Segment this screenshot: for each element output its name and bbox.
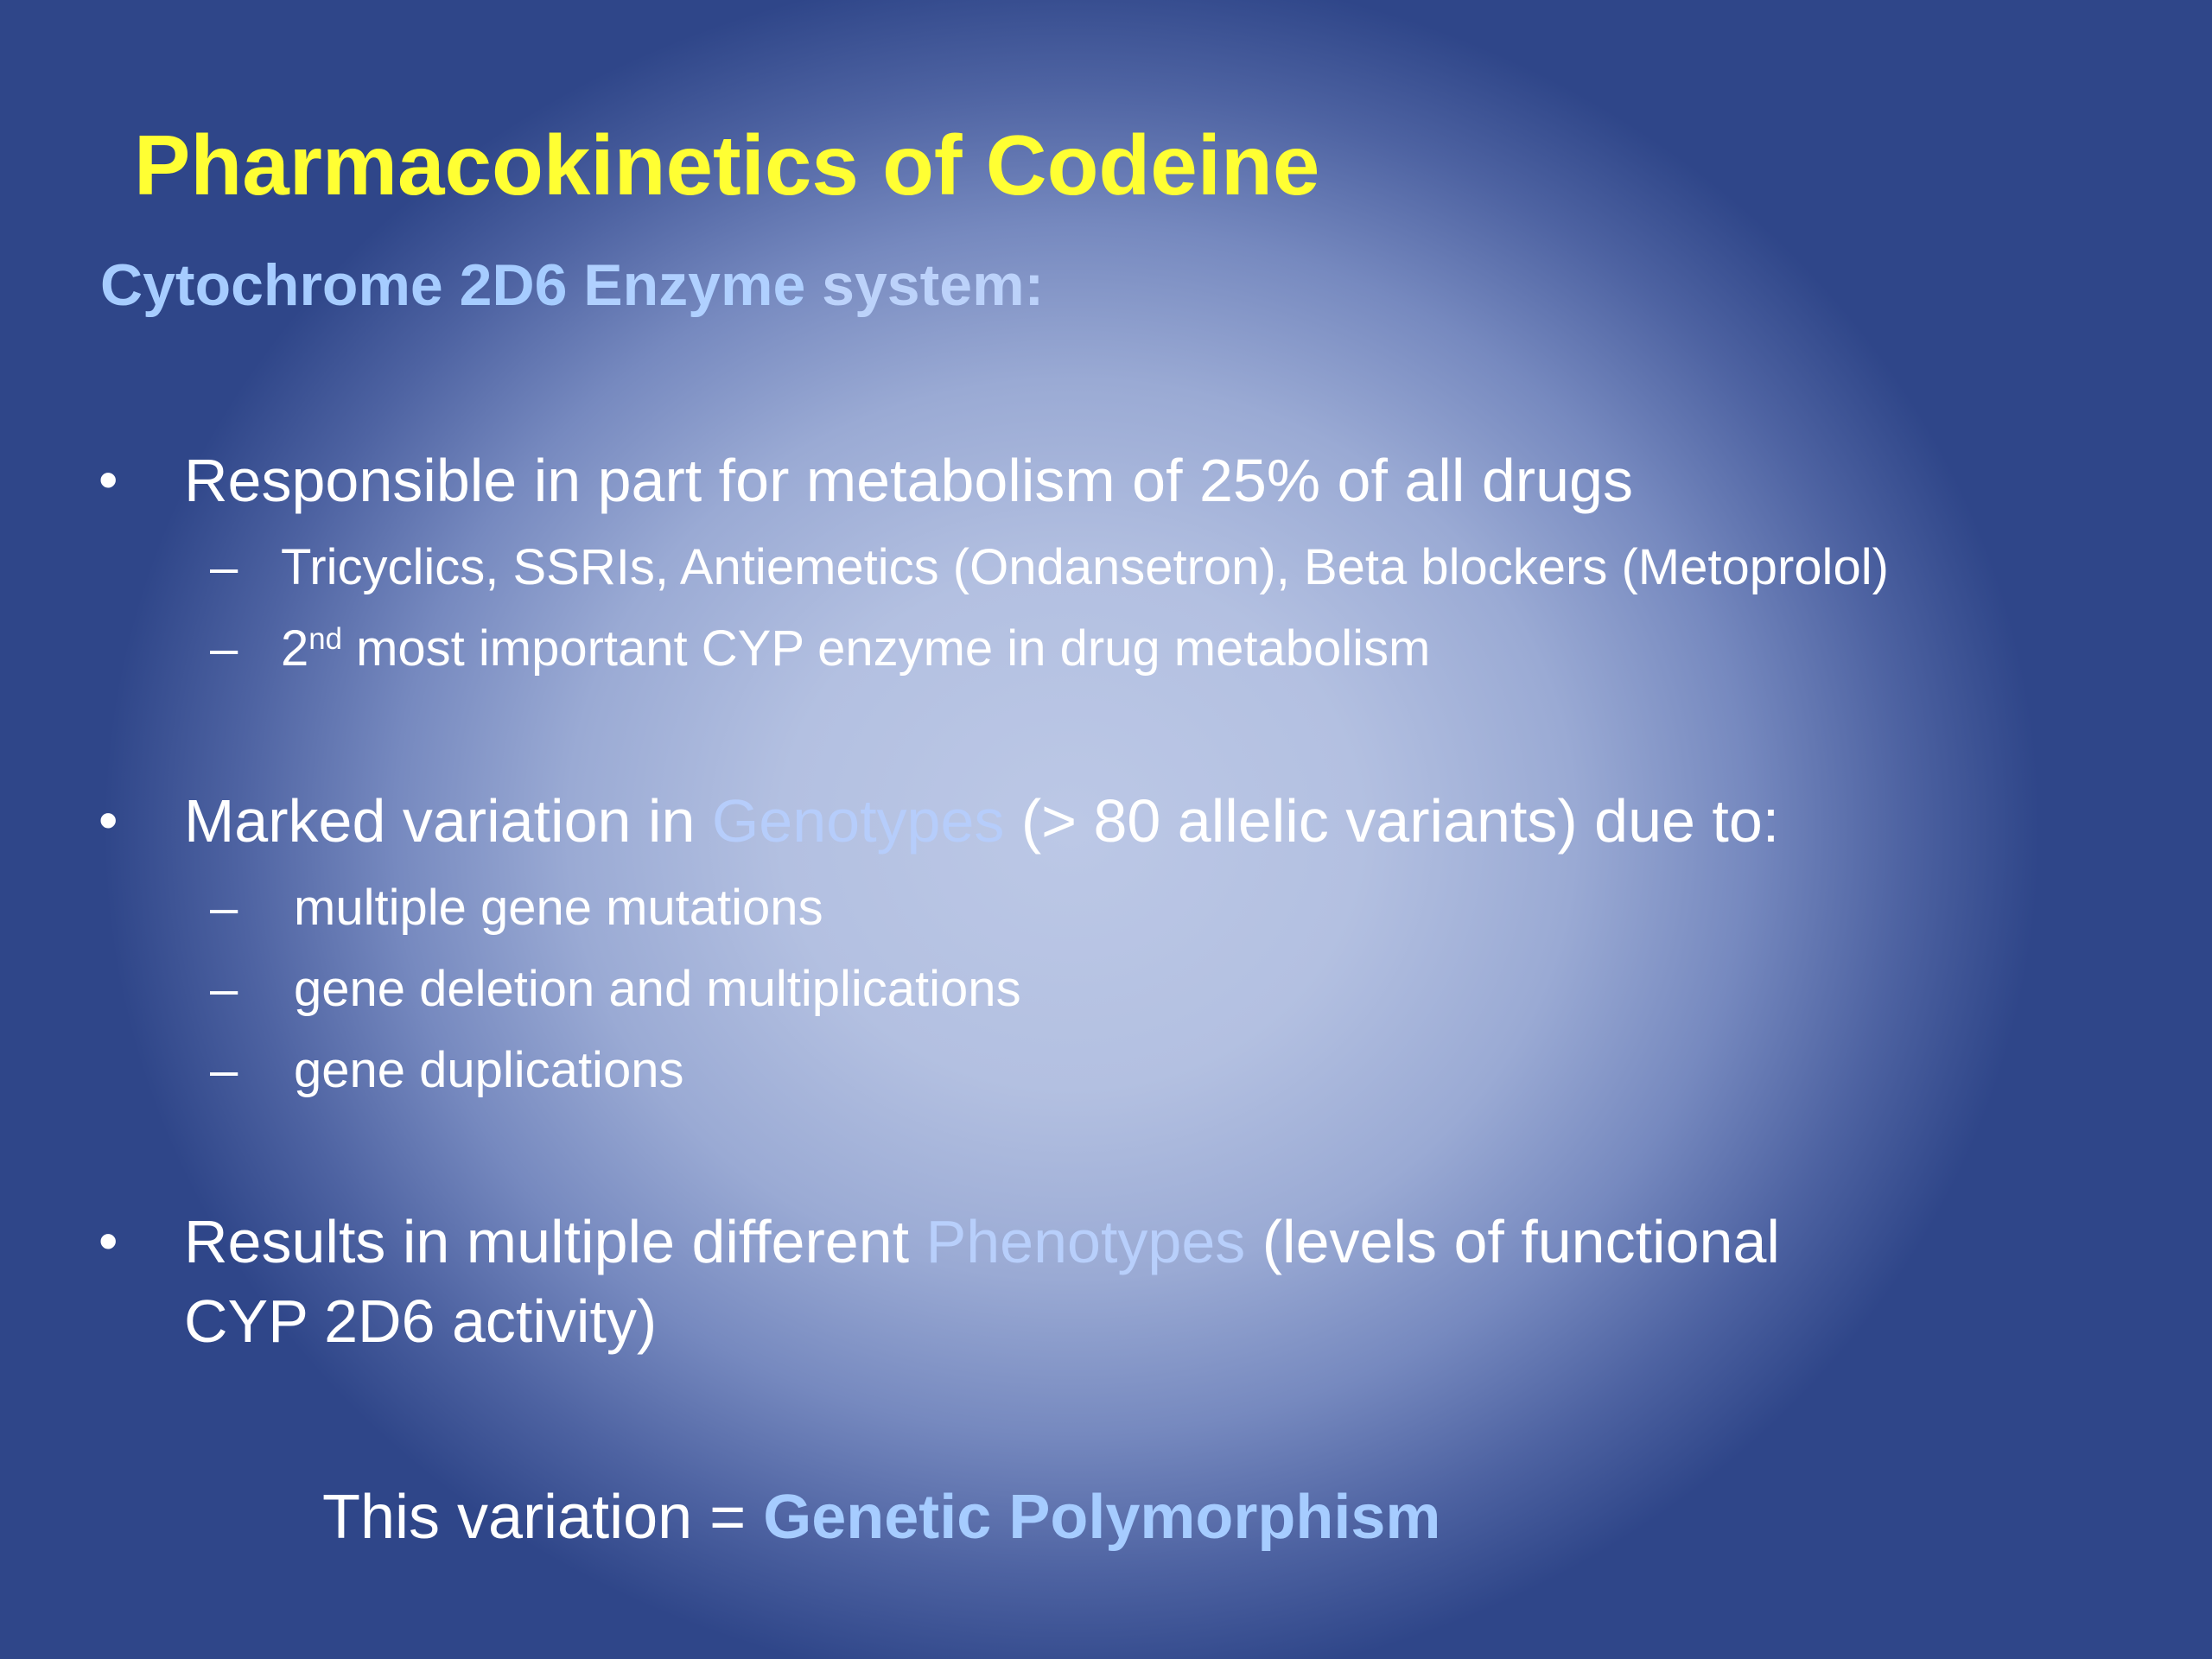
bullet-3-pre: Results in multiple different (184, 1208, 926, 1275)
bullet-marker: • (99, 789, 118, 851)
bullet-2-sub-2: gene deletion and multiplications (294, 961, 1021, 1017)
bullet-3-line-1 (184, 1208, 1780, 1275)
conclusion-statement (322, 1483, 1441, 1552)
ordinal-number: 2 (281, 620, 309, 677)
bullet-1-sub-2 (281, 620, 1431, 677)
bullet-2-post: (> 80 allelic variants) due to: (1004, 787, 1780, 855)
bullet-1-sub-1: Tricyclics, SSRIs, Antiemetics (Ondansetron), Beta blockers (Metoprolol) (281, 539, 1889, 595)
slide-subtitle (100, 252, 1045, 318)
conclusion-prefix: This variation = (322, 1483, 764, 1552)
sub-dash: – (210, 880, 238, 936)
bullet-1-text: Responsible in part for metabolism of 25% of all drugs (184, 447, 1633, 514)
ordinal-suffix: nd (308, 621, 342, 656)
subtitle-part-1: Cytochrome 2D6 (100, 252, 584, 318)
sub-2-rest: most important CYP enzyme in drug metabolism (341, 620, 1431, 677)
bullet-2-pre: Marked variation in (184, 787, 712, 855)
bullet-marker: • (99, 448, 118, 511)
subtitle-part-2: Enzyme (583, 252, 823, 318)
genetic-polymorphism-term: Genetic Polymorphism (763, 1483, 1441, 1552)
slide-title: Pharmacokinetics of Codeine (134, 118, 1320, 213)
sub-dash: – (210, 1042, 238, 1098)
bullet-2-text (184, 787, 1780, 855)
sub-dash: – (210, 539, 238, 595)
bullet-marker: • (99, 1210, 118, 1272)
sub-dash: – (210, 961, 238, 1017)
genotypes-highlight: Genotypes (711, 787, 1005, 855)
bullet-2-sub-3: gene duplications (294, 1042, 684, 1098)
subtitle-part-3: system: (822, 252, 1045, 318)
bullet-2-sub-1: multiple gene mutations (294, 880, 823, 936)
phenotypes-highlight: Phenotypes (925, 1208, 1246, 1275)
bullet-3-post: (levels of functional (1245, 1208, 1780, 1275)
sub-dash: – (210, 620, 238, 677)
bullet-3-line-2: CYP 2D6 activity) (184, 1287, 658, 1355)
